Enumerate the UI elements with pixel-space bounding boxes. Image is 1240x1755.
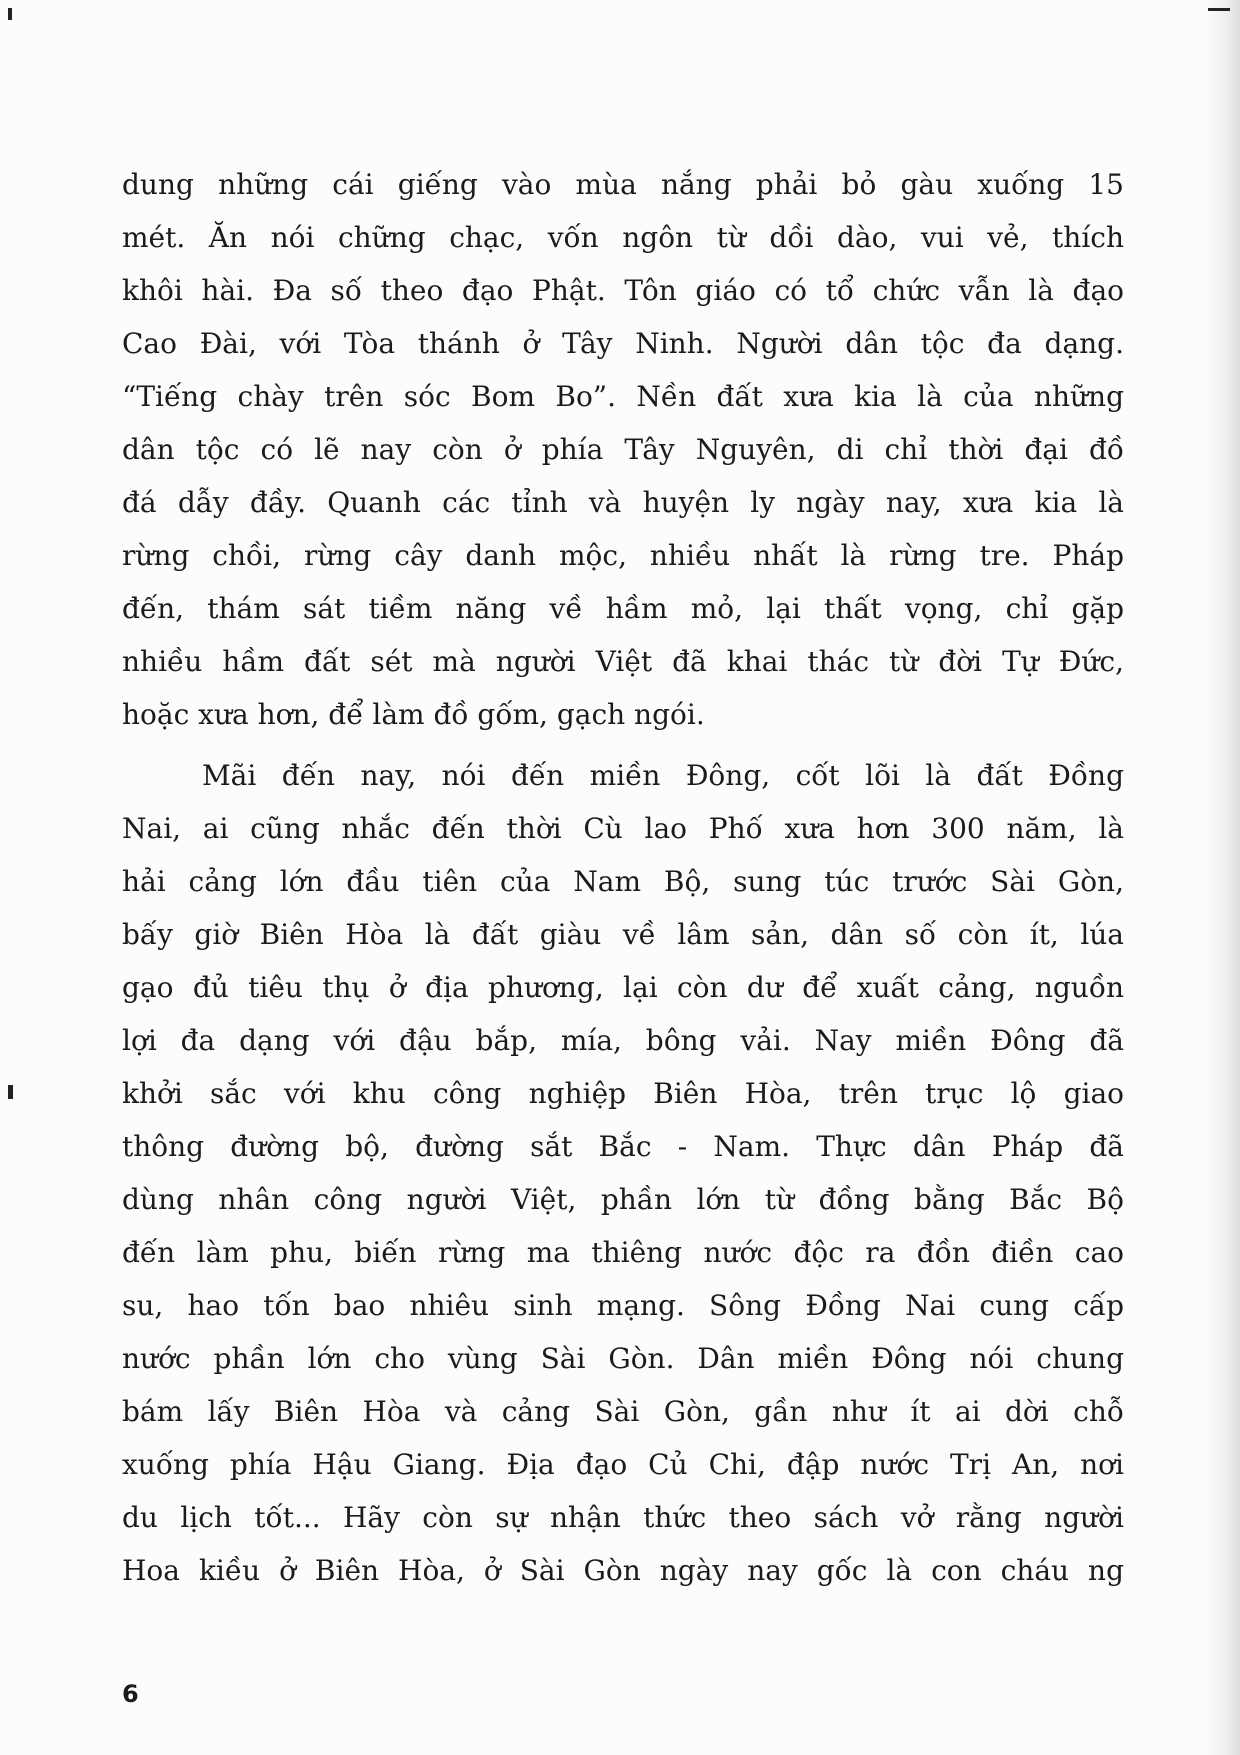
- text-line: khởi sắc với khu công nghiệp Biên Hòa, trên trục lộ giao: [122, 1077, 1124, 1110]
- body-text: [122, 158, 1124, 1597]
- text-line: hoặc xưa hơn, để làm đồ gốm, gạch ngói.: [122, 698, 705, 731]
- page-edge-shadow: [1204, 0, 1240, 1755]
- text-line: lợi đa dạng với đậu bắp, mía, bông vải. Nay miền Đông đã: [122, 1024, 1124, 1057]
- text-line: xuống phía Hậu Giang. Địa đạo Củ Chi, đập nước Trị An, nơi: [122, 1448, 1124, 1481]
- text-line: du lịch tốt... Hãy còn sự nhận thức theo sách vở rằng người: [122, 1501, 1124, 1534]
- text-line: Hoa kiều ở Biên Hòa, ở Sài Gòn ngày nay gốc là con cháu ng: [122, 1554, 1124, 1587]
- text-line: đến làm phu, biến rừng ma thiêng nước độc ra đồn điền cao: [122, 1236, 1124, 1269]
- text-line: nước phần lớn cho vùng Sài Gòn. Dân miền Đông nói chung: [122, 1342, 1124, 1375]
- text-line: bấy giờ Biên Hòa là đất giàu về lâm sản, dân số còn ít, lúa: [122, 918, 1124, 951]
- page-number: 6: [122, 1680, 139, 1708]
- text-line: Cao Đài, với Tòa thánh ở Tây Ninh. Người dân tộc đa dạng.: [122, 327, 1124, 360]
- text-line: khôi hài. Đa số theo đạo Phật. Tôn giáo có tổ chức vẫn là đạo: [122, 274, 1124, 307]
- scan-mark-top-left: [8, 8, 12, 20]
- text-line: rừng chồi, rừng cây danh mộc, nhiều nhất là rừng tre. Pháp: [122, 539, 1124, 572]
- paragraph-2: [122, 749, 1124, 1597]
- text-line: Nai, ai cũng nhắc đến thời Cù lao Phố xưa hơn 300 năm, là: [122, 812, 1124, 845]
- scan-mark-mid-left: [8, 1085, 13, 1099]
- text-line: dùng nhân công người Việt, phần lớn từ đồng bằng Bắc Bộ: [122, 1183, 1124, 1216]
- text-line: hải cảng lớn đầu tiên của Nam Bộ, sung túc trước Sài Gòn,: [122, 865, 1124, 898]
- text-line: đá dẫy đầy. Quanh các tỉnh và huyện ly ngày nay, xưa kia là: [122, 486, 1124, 519]
- text-line: dung những cái giếng vào mùa nắng phải bỏ gàu xuống 15: [122, 168, 1124, 201]
- text-line: đến, thám sát tiềm năng về hầm mỏ, lại thất vọng, chỉ gặp: [122, 592, 1124, 625]
- text-line: mét. Ăn nói chững chạc, vốn ngôn từ dồi dào, vui vẻ, thích: [122, 221, 1124, 254]
- text-line: gạo đủ tiêu thụ ở địa phương, lại còn dư để xuất cảng, nguồn: [122, 971, 1124, 1004]
- text-line: “Tiếng chày trên sóc Bom Bo”. Nền đất xưa kia là của những: [122, 380, 1124, 413]
- paragraph-1: [122, 158, 1124, 741]
- text-line: nhiều hầm đất sét mà người Việt đã khai thác từ đời Tự Đức,: [122, 645, 1124, 678]
- text-line: bám lấy Biên Hòa và cảng Sài Gòn, gần như ít ai dời chỗ: [122, 1395, 1124, 1428]
- text-line: thông đường bộ, đường sắt Bắc - Nam. Thực dân Pháp đã: [122, 1130, 1124, 1163]
- scan-mark-top-right: [1208, 8, 1230, 11]
- text-line: Mãi đến nay, nói đến miền Đông, cốt lõi là đất Đồng: [202, 759, 1124, 792]
- text-line: dân tộc có lẽ nay còn ở phía Tây Nguyên, di chỉ thời đại đồ: [122, 433, 1124, 466]
- text-line: su, hao tốn bao nhiêu sinh mạng. Sông Đồng Nai cung cấp: [122, 1289, 1124, 1322]
